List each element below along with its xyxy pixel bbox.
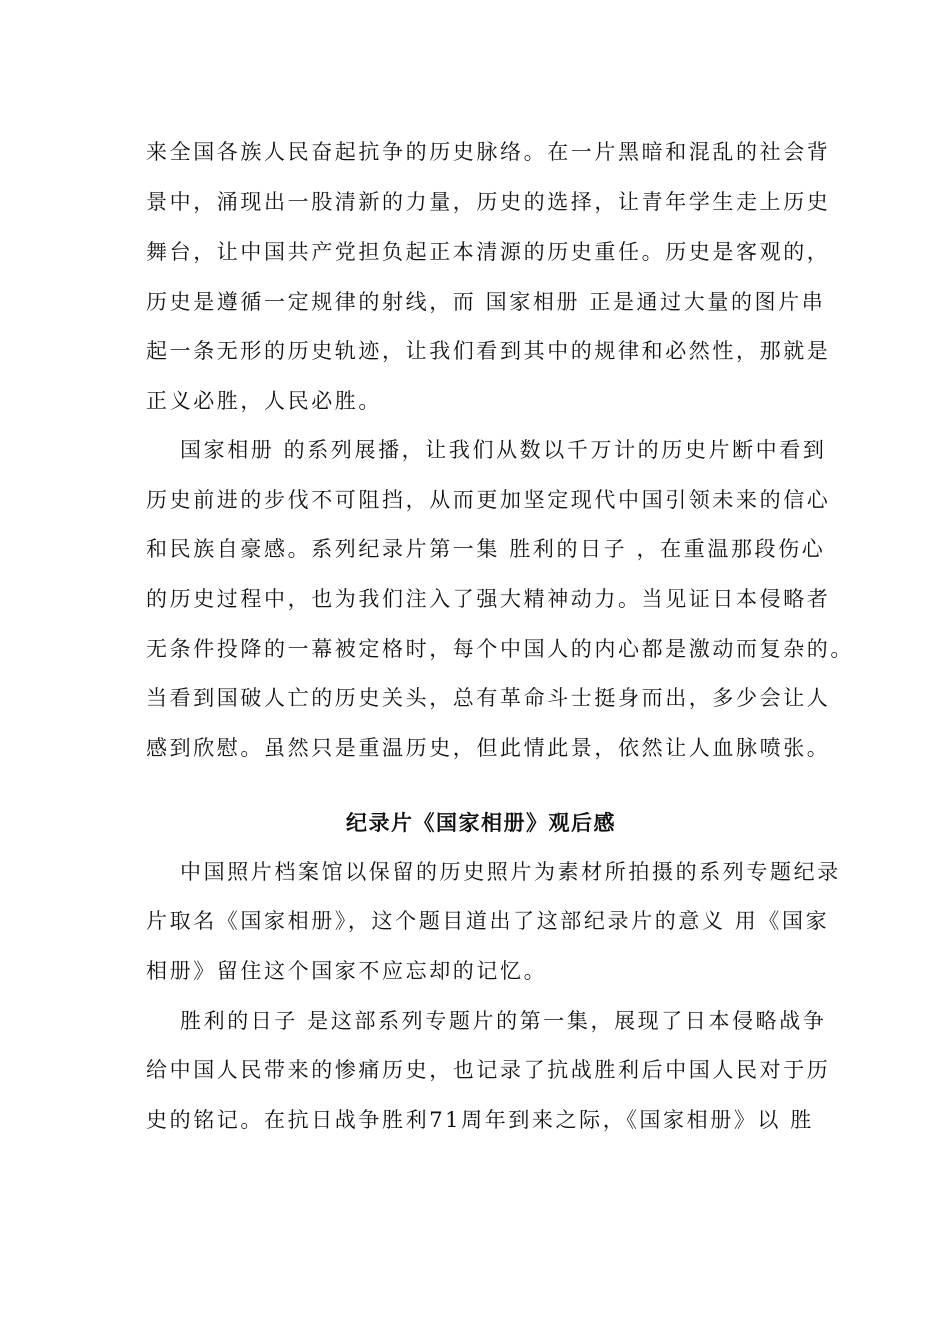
paragraph-4-line-2: 给中国人民带来的惨痛历史，也记录了抗战胜利后中国人民对于历	[146, 1058, 831, 1082]
paragraph-3-line-1: 中国照片档案馆以保留的历史照片为素材所拍摄的系列专题纪录	[180, 860, 841, 884]
paragraph-4-line-3: 史的铭记。在抗日战争胜利71周年到来之际，《国家相册》以 胜	[146, 1108, 814, 1132]
paragraph-2-line-3: 和民族自豪感。系列纪录片第一集 胜利的日子 ，在重温那段伤心	[146, 537, 826, 561]
paragraph-1-line-2: 景中，涌现出一股清新的力量，历史的选择，让青年学生走上历史	[146, 190, 831, 214]
paragraph-2-line-2: 历史前进的步伐不可阻挡，从而更加坚定现代中国引领未来的信心	[146, 488, 831, 512]
paragraph-2-line-5: 无条件投降的一幕被定格时，每个中国人的内心都是激动而复杂的。	[146, 637, 854, 661]
paragraph-2-line-1: 国家相册 的系列展播，让我们从数以千万计的历史片断中看到	[180, 438, 827, 462]
paragraph-4-line-1: 胜利的日子 是这部系列专题片的第一集，展现了日本侵略战争	[180, 1009, 827, 1033]
paragraph-1-line-3: 舞台，让中国共产党担负起正本清源的历史重任。历史是客观的，	[146, 240, 831, 264]
section-title: 纪录片《国家相册》观后感	[346, 810, 616, 835]
paragraph-2-line-7: 感到欣慰。虽然只是重温历史，但此情此景，依然让人血脉喷张。	[146, 736, 831, 760]
paragraph-3-line-2: 片取名《国家相册》，这个题目道出了这部纪录片的意义 用《国家	[146, 909, 830, 933]
paragraph-1-line-6: 正义必胜，人民必胜。	[146, 389, 382, 413]
paragraph-1-line-1: 来全国各族人民奋起抗争的历史脉络。在一片黑暗和混乱的社会背	[146, 140, 831, 164]
paragraph-3-line-3: 相册》留住这个国家不应忘却的记忆。	[146, 959, 548, 983]
paragraph-2-line-6: 当看到国破人亡的历史关头，总有革命斗士挺身而出，多少会让人	[146, 686, 831, 710]
paragraph-1-line-5: 起一条无形的历史轨迹，让我们看到其中的规律和必然性，那就是	[146, 339, 831, 363]
paragraph-2-line-4: 的历史过程中，也为我们注入了强大精神动力。当见证日本侵略者	[146, 587, 831, 611]
paragraph-1-line-4: 历史是遵循一定规律的射线，而 国家相册 正是通过大量的图片串	[146, 290, 826, 314]
